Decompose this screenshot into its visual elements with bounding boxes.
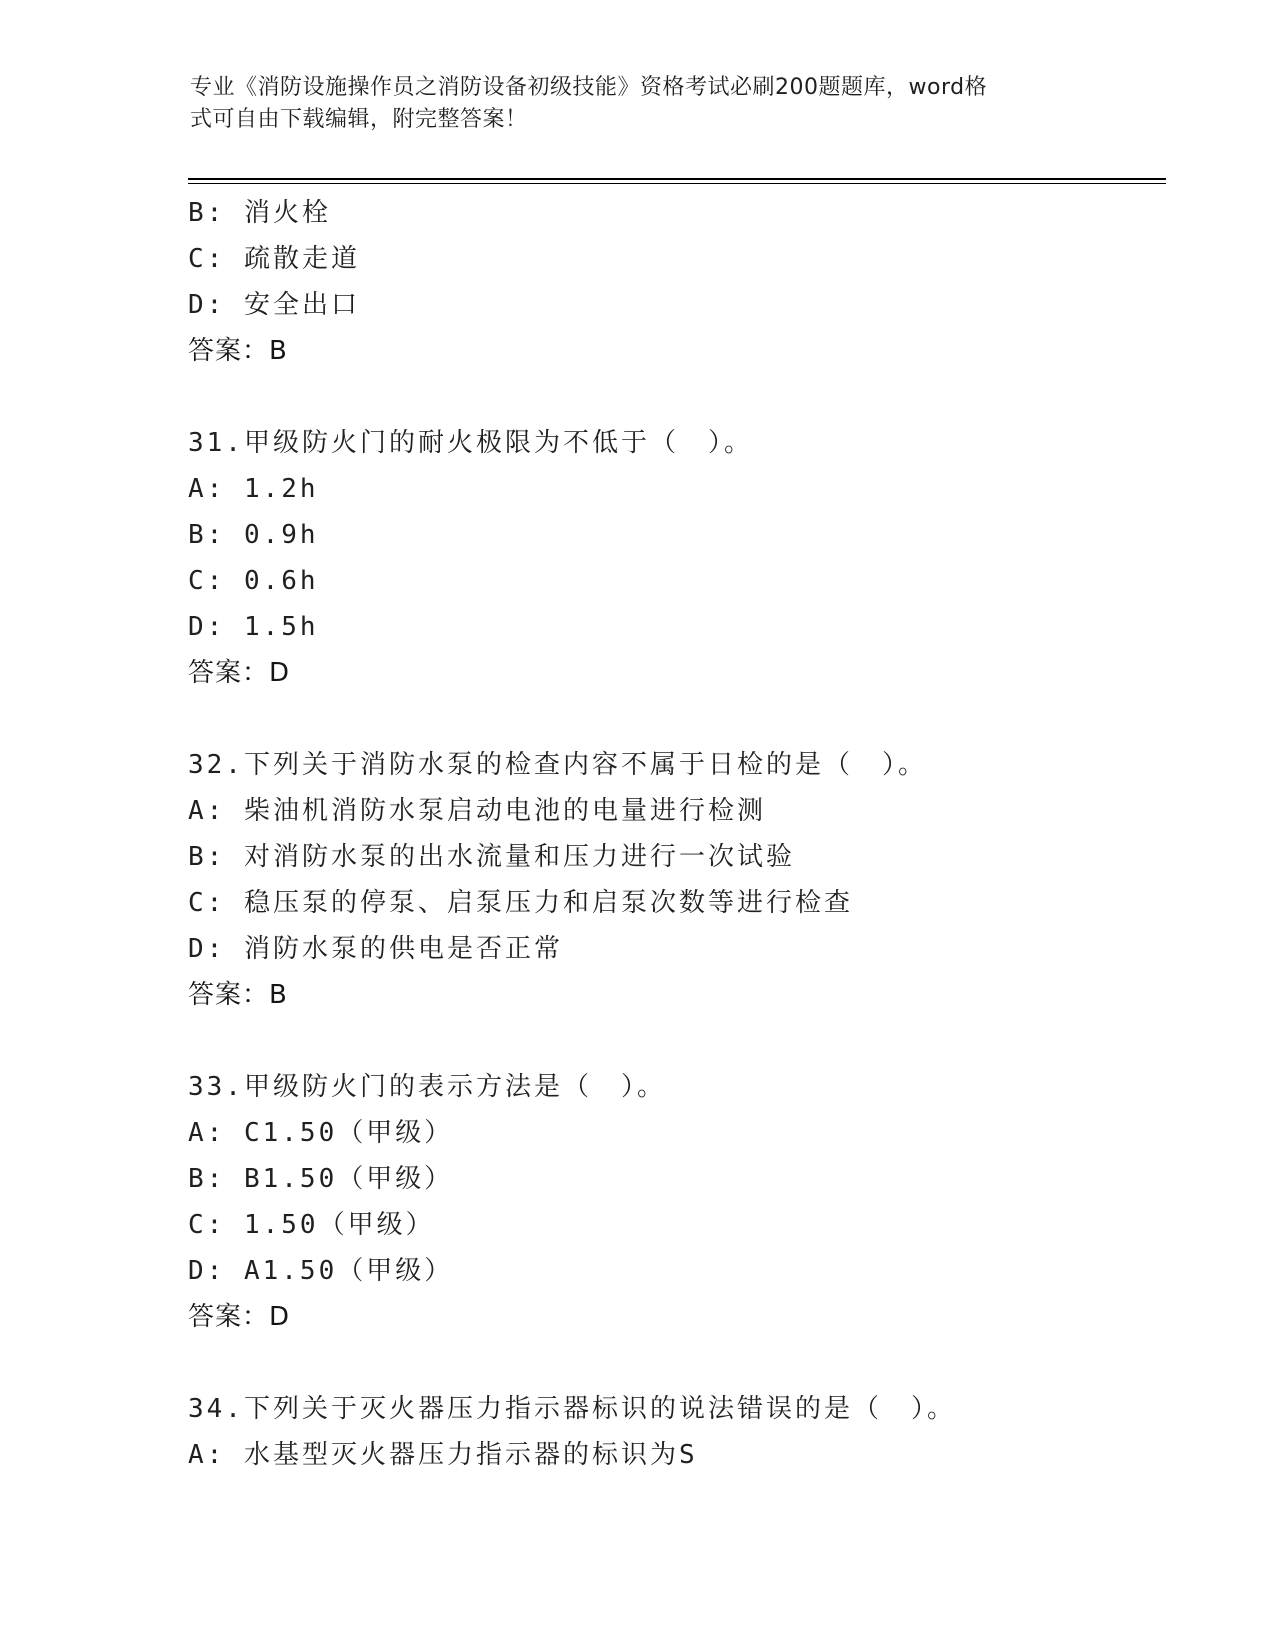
question-block-34 [188,1386,1168,1478]
answer-label: 答案：B [188,980,288,1010]
answer-label: 答案：D [188,658,291,688]
spacer [188,374,1168,420]
option-c: C: 稳压泵的停泵、启泵压力和启泵次数等进行检查 [188,888,853,918]
question-block-30 [188,190,1168,374]
header-line-2: 式可自由下载编辑，附完整答案！ [190,107,528,132]
option-c: C: 1.50（甲级） [188,1210,435,1240]
question-stem: 34.下列关于灭火器压力指示器标识的说法错误的是（ ）。 [188,1394,956,1424]
option-d: D: 消防水泵的供电是否正常 [188,934,563,964]
option-d: D: A1.50（甲级） [188,1256,454,1286]
header-divider-thick [188,178,1166,180]
header-divider-thin [188,183,1166,184]
option-c: C: 0.6h [188,566,319,596]
option-c: C: 疏散走道 [188,244,360,274]
option-d: D: 安全出口 [188,290,360,320]
option-b: B: 对消防水泵的出水流量和压力进行一次试验 [188,842,795,872]
option-b: B: 消火栓 [188,198,331,228]
question-stem: 31.甲级防火门的耐火极限为不低于（ ）。 [188,428,753,458]
spacer [188,1340,1168,1386]
question-block-31 [188,420,1168,696]
option-a: A: 水基型灭火器压力指示器的标识为S [188,1440,698,1470]
spacer [188,1018,1168,1064]
option-a: A: 柴油机消防水泵启动电池的电量进行检测 [188,796,766,826]
question-stem: 32.下列关于消防水泵的检查内容不属于日检的是（ ）。 [188,750,927,780]
question-stem: 33.甲级防火门的表示方法是（ ）。 [188,1072,666,1102]
document-header [190,72,1070,136]
option-a: A: 1.2h [188,474,319,504]
spacer [188,696,1168,742]
option-b: B: 0.9h [188,520,319,550]
header-line-1: 专业《消防设施操作员之消防设备初级技能》资格考试必刷200题题库，word格 [190,75,988,100]
question-block-33 [188,1064,1168,1340]
answer-label: 答案：D [188,1302,291,1332]
option-d: D: 1.5h [188,612,319,642]
question-list [188,190,1168,1478]
answer-label: 答案：B [188,336,288,366]
option-a: A: C1.50（甲级） [188,1118,454,1148]
option-b: B: B1.50（甲级） [188,1164,454,1194]
question-block-32 [188,742,1168,1018]
